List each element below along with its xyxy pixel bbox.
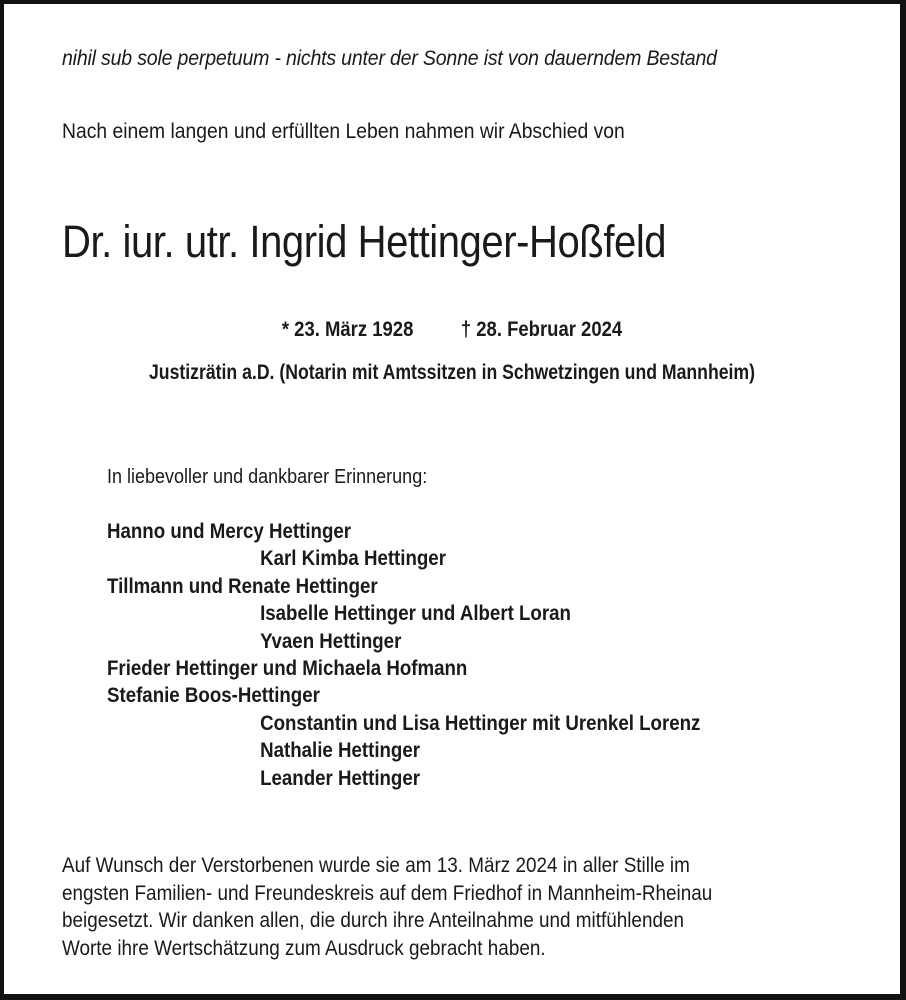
mourner: Hanno und Mercy Hettinger	[107, 520, 352, 543]
mourner: Constantin und Lisa Hettinger mit Urenkel Lorenz	[260, 711, 701, 735]
mourner: Karl Kimba Hettinger	[260, 547, 446, 571]
mourner: Tillmann und Renate Hettinger	[107, 574, 378, 598]
burial-note-line: beigesetzt. Wir danken allen, die durch ihre Anteilnahme und mitfühlenden	[62, 909, 684, 932]
deceased-name: Dr. iur. utr. Ingrid Hettinger-Hoßfeld	[62, 216, 667, 267]
life-dates	[58, 318, 846, 342]
birth-date: * 23. März 1928	[281, 318, 414, 341]
mourner: Stefanie Boos-Hettinger	[107, 684, 320, 708]
mourner: Leander Hettinger	[260, 766, 421, 790]
burial-note	[62, 852, 712, 962]
memory-line: In liebevoller und dankbarer Erinnerung:	[107, 466, 428, 488]
intro-line: Nach einem langen und erfüllten Leben nahmen wir Abschied von	[62, 120, 625, 143]
professional-title: Justizrätin a.D. (Notarin mit Amtssitzen in Schwetzingen und Mannheim)	[148, 361, 756, 384]
death-date: † 28. Februar 2024	[460, 318, 623, 341]
mourner: Nathalie Hettinger	[260, 739, 421, 763]
burial-note-line: Auf Wunsch der Verstorbenen wurde sie am 13. März 2024 in aller Stille im	[62, 854, 690, 877]
mourner: Yvaen Hettinger	[260, 629, 402, 653]
burial-note-line: engsten Familien- und Freundeskreis auf dem Friedhof in Mannheim-Rheinau	[62, 881, 713, 905]
mourner: Frieder Hettinger und Michaela Hofmann	[107, 656, 468, 680]
mourners-list	[107, 518, 774, 792]
motto: nihil sub sole perpetuum - nichts unter der Sonne ist von dauerndem Bestand	[62, 47, 717, 70]
mourner: Isabelle Hettinger und Albert Loran	[260, 602, 571, 626]
burial-note-line: Worte ihre Wertschätzung zum Ausdruck gebracht haben.	[62, 936, 546, 960]
